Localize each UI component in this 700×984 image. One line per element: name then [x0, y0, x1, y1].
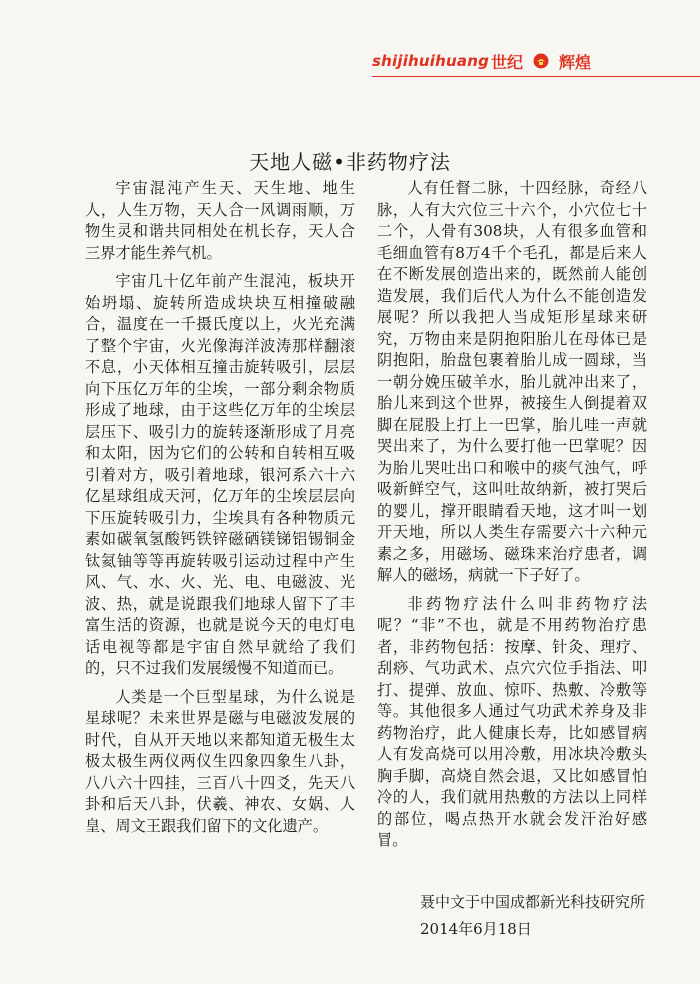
magazine-header [372, 48, 700, 74]
paragraph: 宇宙几十亿年前产生混沌，板块开始坍塌、旋转所造成块块互相撞破融合，温度在一千摄氏度以上，火光充满了整个宇宙，火光像海洋波涛那样翻滚不息，小天体相互撞击旋转吸引，层层向下压亿万年的尘埃，一部分剩余物质形成了地球，由于这些亿万年的尘埃层层压下、吸引力的旋转逐渐形成了月亮和太阳，因为它们的公转和自转相互吸引着对方，吸引着地球，银河系六十六亿星球组成天河，亿万年的尘埃层层向下压旋转吸引力，尘埃具有各种物质元素如碳氧氢酸钙铁锌磁硒镁锑铝锡铜金钛氦铀等等再旋转吸引运动过程中产生风、气、水、火、光、电、电磁波、光波、热，就是说跟我们地球人留下了丰富生活的资源，也就是说今天的电灯电话电视等都是宇宙自然早就给了我们的，只不过我们发展缓慢不知道而已。 [85, 272, 355, 677]
left-column [85, 178, 355, 837]
brand-cn-second: 辉煌 [559, 52, 592, 72]
paragraph: 人类是一个巨型星球，为什么说是星球呢？未来世界是磁与电磁波发展的时代，自从开天地以来都知道无极生太极太极生两仪两仪生四象四象生八卦，八八六十四挂，三百八十四爻，先天八卦和后天八卦，伏羲、神农、女娲、人皇、周文王跟我们留下的文化遗产。 [85, 687, 355, 835]
brand-cn-first: 世纪 [491, 52, 524, 72]
article-title: 天地人磁•非药物疗法 [249, 150, 451, 174]
paragraph: 宇宙混沌产生天、天生地、地生人，人生万物，天人合一风调雨顺，万物生灵和谐共同相处在机长存，天人合三界才能生养气机。 [85, 179, 355, 262]
paragraph: 人有任督二脉，十四经脉，奇经八脉，人有大穴位三十六个，小穴位七十二个，人骨有308块，人有很多血管和毛细血管有8万4千个毛孔，都是后来人在不断发展创造出来的，既然前人能创造发展，我们后代人为什么不能创造发展呢？所以我把人当成矩形星球来研究，万物由来是阴抱阳胎儿在母体已是阴抱阳，胎盘包裹着胎儿成一圆球，当一朝分娩压破羊水，胎儿就冲出来了，胎儿来到这个世界，被接生人倒提着双脚在屁股上打上一巴掌，胎儿哇一声就哭出来了，为什么要打他一巴掌呢？因为胎儿哭吐出口和喉中的痰气浊气，呼吸新鲜空气，这叫吐故纳新，被打哭后的婴儿，撑开眼睛看天地，这才叫一划开天地，所以人类生存需要六十六种元素之多，用磁场、磁珠来治疗患者，调解人的磁场，病就一下子好了。 [377, 179, 647, 584]
brand-pinyin: shijihuihuang [372, 52, 490, 70]
header-divider [372, 76, 700, 77]
article-date: 2014年6月18日 [420, 920, 532, 938]
right-column [377, 178, 647, 852]
author-signature: 聂中文于中国成都新光科技研究所 [420, 893, 646, 911]
red-seal-icon [533, 53, 549, 69]
paragraph: 非药物疗法什么叫非药物疗法呢？“非”不也，就是不用药物治疗患者，非药物包括：按摩、针灸、理疗、刮痧、气功武术、点穴穴位手指法、叩打、提弹、放血、惊吓、热敷、冷敷等等。其他很多人通过气功武术养身及非药物治疗，此人健康长寿，比如感冒病人有发高烧可以用冷敷，用冰块冷敷头胸手脚，高烧自然会退，又比如感冒怕冷的人，我们就用热敷的方法以上同样的部位，喝点热开水就会发汗治好感冒。 [377, 594, 647, 849]
